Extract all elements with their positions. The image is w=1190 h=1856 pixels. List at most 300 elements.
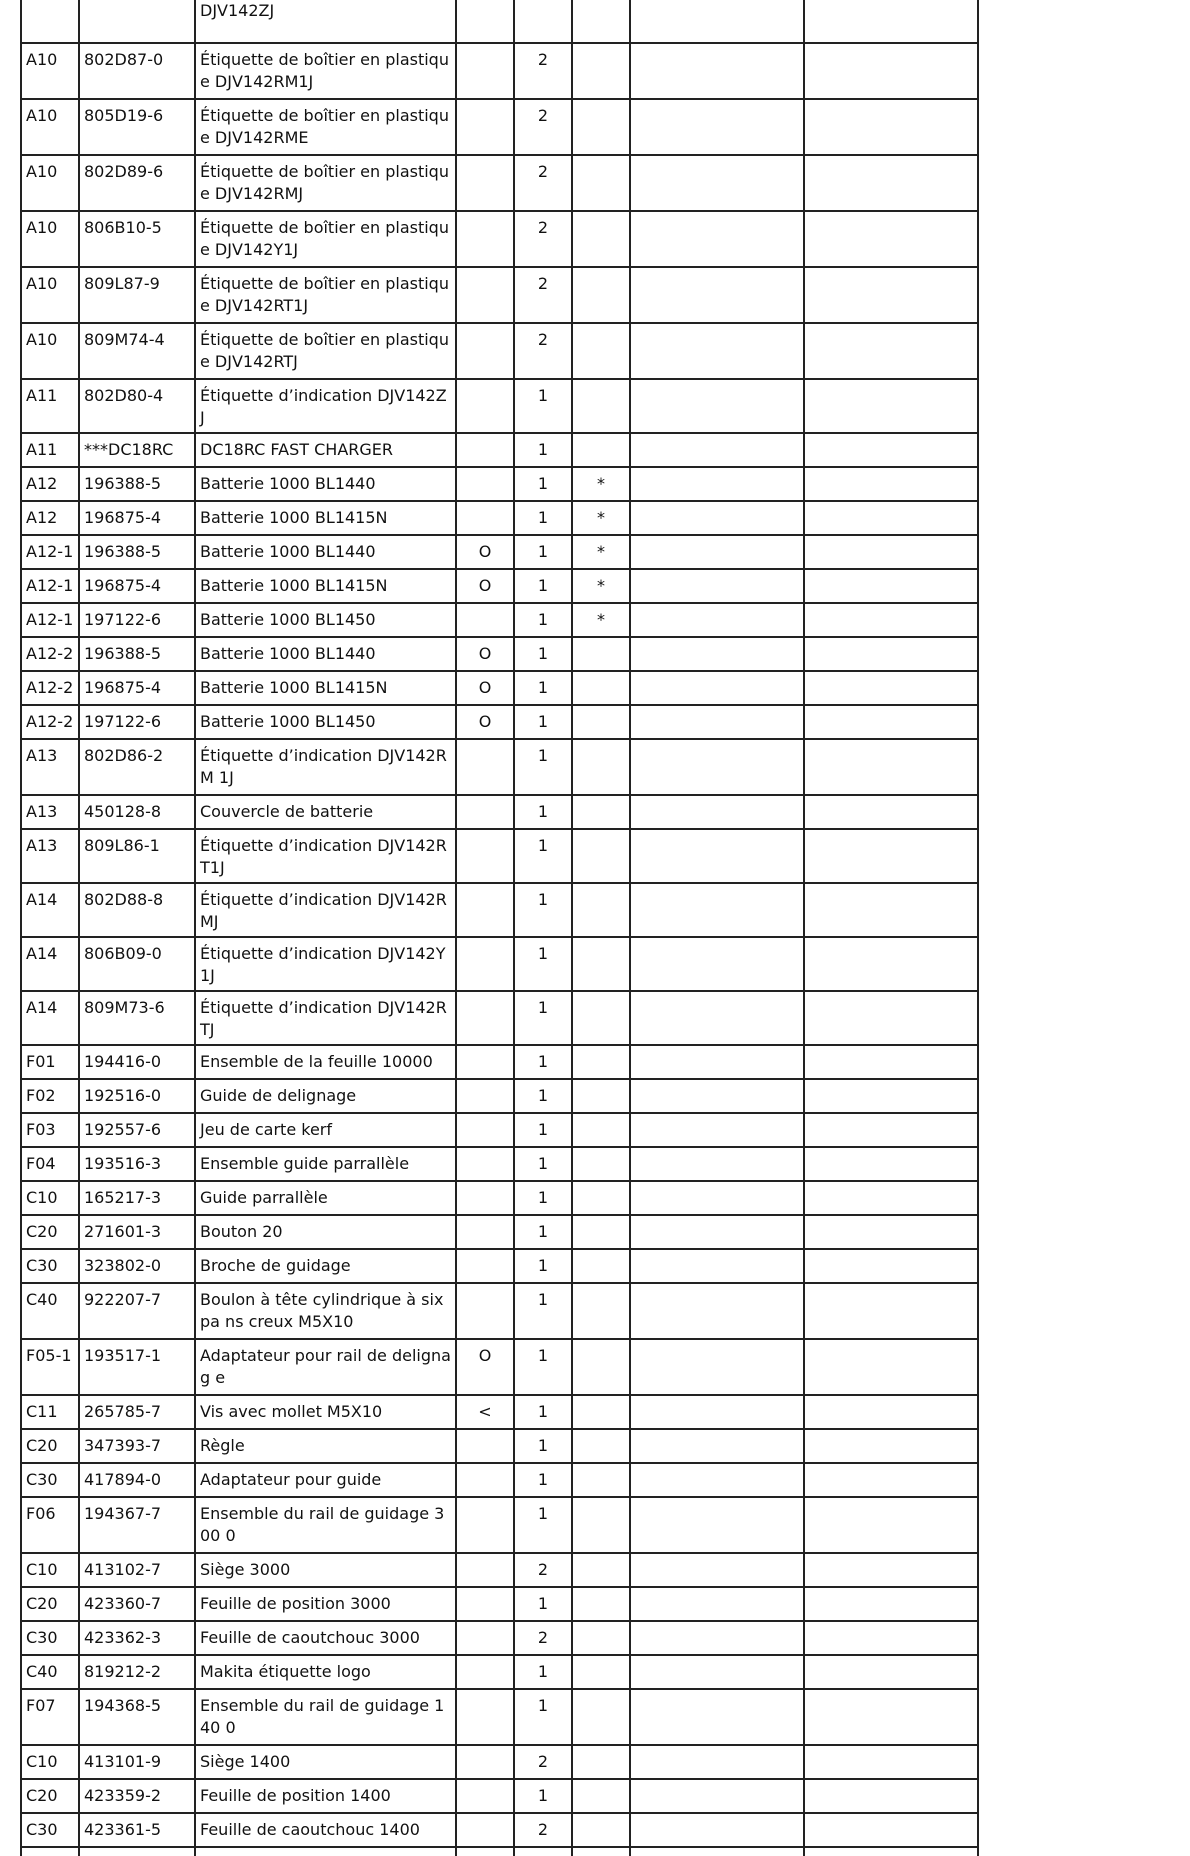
remark-cell [804,1553,978,1587]
note-cell [630,1181,804,1215]
option-cell [456,1689,514,1745]
quantity-cell: 1 [514,535,572,569]
item-number-cell: C30 [21,1249,79,1283]
flag-cell [572,1587,630,1621]
option-cell [456,739,514,795]
option-cell: < [456,1395,514,1429]
description-cell: Boulon à tête cylindrique à six pa ns creux M5X10 [195,1283,456,1339]
remark-cell [804,1147,978,1181]
part-number-cell: 192516-0 [79,1079,195,1113]
flag-cell [572,155,630,211]
note-cell [630,671,804,705]
part-number-cell: 196875-4 [79,569,195,603]
quantity-cell: 2 [514,43,572,99]
quantity-cell: 1 [514,1181,572,1215]
table-row [21,1847,978,1856]
item-number-cell: C40 [21,1283,79,1339]
option-cell: O [456,1339,514,1395]
part-number-cell: ***DC18RC [79,433,195,467]
item-number-cell: A12-2 [21,637,79,671]
flag-cell [572,1689,630,1745]
option-cell: O [456,705,514,739]
flag-cell [572,637,630,671]
note-cell [630,433,804,467]
description-cell: Étiquette d’indication DJV142RT1J [195,829,456,883]
quantity-cell: 1 [514,1249,572,1283]
quantity-cell: 2 [514,1553,572,1587]
flag-cell [572,1339,630,1395]
table-row [21,1655,978,1689]
remark-cell [804,0,978,43]
remark-cell [804,1215,978,1249]
remark-cell [804,467,978,501]
note-cell [630,1283,804,1339]
item-number-cell: A12-1 [21,569,79,603]
part-number-cell: 809M74-4 [79,323,195,379]
option-cell [456,1147,514,1181]
description-cell: Étiquette de boîtier en plastique DJV142RMJ [195,155,456,211]
flag-cell: * [572,501,630,535]
table-row [21,99,978,155]
option-cell [456,1283,514,1339]
quantity-cell [514,0,572,43]
flag-cell: * [572,467,630,501]
part-number-cell: 196875-4 [79,671,195,705]
description-cell: Batterie 1000 BL1415N [195,501,456,535]
option-cell [456,1655,514,1689]
part-number-cell: 347393-7 [79,1429,195,1463]
parts-table-body [21,0,978,1856]
quantity-cell: 1 [514,467,572,501]
item-number-cell: C20 [21,1429,79,1463]
table-row [21,1181,978,1215]
description-cell: Broche de guidage [195,1249,456,1283]
flag-cell [572,1847,630,1856]
description-cell [195,1847,456,1856]
item-number-cell: A14 [21,883,79,937]
note-cell [630,323,804,379]
option-cell [456,1497,514,1553]
description-cell: DC18RC FAST CHARGER [195,433,456,467]
remark-cell [804,637,978,671]
note-cell [630,637,804,671]
part-number-cell: 806B10-5 [79,211,195,267]
flag-cell [572,1463,630,1497]
quantity-cell: 1 [514,603,572,637]
remark-cell [804,883,978,937]
remark-cell [804,671,978,705]
option-cell [456,1249,514,1283]
note-cell [630,705,804,739]
description-cell: Batterie 1000 BL1440 [195,637,456,671]
option-cell [456,323,514,379]
item-number-cell: A12 [21,467,79,501]
option-cell [456,1463,514,1497]
part-number-cell: 265785-7 [79,1395,195,1429]
note-cell [630,1497,804,1553]
description-cell: Étiquette d’indication DJV142RM 1J [195,739,456,795]
table-row [21,1779,978,1813]
flag-cell [572,0,630,43]
table-row [21,795,978,829]
flag-cell [572,1181,630,1215]
remark-cell [804,1395,978,1429]
option-cell [456,267,514,323]
part-number-cell: 194416-0 [79,1045,195,1079]
quantity-cell: 2 [514,211,572,267]
flag-cell [572,705,630,739]
note-cell [630,1113,804,1147]
option-cell [456,1429,514,1463]
note-cell [630,883,804,937]
quantity-cell: 1 [514,1429,572,1463]
note-cell [630,1079,804,1113]
remark-cell [804,1045,978,1079]
option-cell [456,1215,514,1249]
flag-cell [572,937,630,991]
part-number-cell: 196388-5 [79,637,195,671]
description-cell: Ensemble du rail de guidage 300 0 [195,1497,456,1553]
option-cell [456,1587,514,1621]
description-cell: Ensemble de la feuille 10000 [195,1045,456,1079]
table-row [21,937,978,991]
part-number-cell: 197122-6 [79,705,195,739]
quantity-cell: 1 [514,1395,572,1429]
remark-cell [804,1181,978,1215]
part-number-cell: 271601-3 [79,1215,195,1249]
note-cell [630,1745,804,1779]
table-row [21,501,978,535]
part-number-cell: 413101-9 [79,1745,195,1779]
table-row [21,569,978,603]
option-cell [456,1079,514,1113]
description-cell: Étiquette de boîtier en plastique DJV142RTJ [195,323,456,379]
item-number-cell: C10 [21,1181,79,1215]
description-cell: Feuille de position 3000 [195,1587,456,1621]
item-number-cell [21,0,79,43]
option-cell [456,0,514,43]
remark-cell [804,1745,978,1779]
remark-cell [804,155,978,211]
flag-cell [572,671,630,705]
note-cell [630,1249,804,1283]
quantity-cell: 2 [514,1745,572,1779]
flag-cell [572,991,630,1045]
option-cell [456,379,514,433]
note-cell [630,379,804,433]
part-number-cell: 423361-5 [79,1813,195,1847]
table-row [21,43,978,99]
option-cell [456,433,514,467]
note-cell [630,1689,804,1745]
table-row [21,1395,978,1429]
note-cell [630,1463,804,1497]
remark-cell [804,1587,978,1621]
part-number-cell [79,1847,195,1856]
quantity-cell: 1 [514,1339,572,1395]
table-row [21,739,978,795]
remark-cell [804,433,978,467]
quantity-cell: 1 [514,991,572,1045]
quantity-cell: 2 [514,323,572,379]
item-number-cell: A13 [21,795,79,829]
remark-cell [804,1621,978,1655]
part-number-cell: 805D19-6 [79,99,195,155]
description-cell: Étiquette de boîtier en plastique DJV142Y1J [195,211,456,267]
quantity-cell: 1 [514,1655,572,1689]
table-row [21,991,978,1045]
part-number-cell: 196875-4 [79,501,195,535]
note-cell [630,1215,804,1249]
note-cell [630,1147,804,1181]
item-number-cell: A11 [21,433,79,467]
description-cell: Batterie 1000 BL1440 [195,535,456,569]
option-cell [456,937,514,991]
description-cell: Ensemble du rail de guidage 140 0 [195,1689,456,1745]
description-cell: Feuille de position 1400 [195,1779,456,1813]
table-row [21,603,978,637]
remark-cell [804,1429,978,1463]
item-number-cell: F01 [21,1045,79,1079]
option-cell [456,1745,514,1779]
flag-cell: * [572,603,630,637]
option-cell [456,1813,514,1847]
flag-cell [572,1215,630,1249]
part-number-cell: 165217-3 [79,1181,195,1215]
flag-cell [572,795,630,829]
item-number-cell: A10 [21,155,79,211]
flag-cell [572,267,630,323]
note-cell [630,1813,804,1847]
description-cell: Étiquette de boîtier en plastique DJV142RME [195,99,456,155]
item-number-cell: A13 [21,739,79,795]
part-number-cell: 809M73-6 [79,991,195,1045]
quantity-cell: 2 [514,267,572,323]
note-cell [630,99,804,155]
option-cell [456,43,514,99]
table-row [21,1079,978,1113]
remark-cell [804,569,978,603]
flag-cell [572,1283,630,1339]
description-cell: Batterie 1000 BL1450 [195,705,456,739]
note-cell [630,1847,804,1856]
table-row [21,323,978,379]
part-number-cell: 417894-0 [79,1463,195,1497]
table-row [21,1113,978,1147]
description-cell: Guide parrallèle [195,1181,456,1215]
part-number-cell: 922207-7 [79,1283,195,1339]
remark-cell [804,1847,978,1856]
option-cell [456,1181,514,1215]
item-number-cell: C30 [21,1813,79,1847]
quantity-cell [514,1847,572,1856]
option-cell [456,467,514,501]
quantity-cell: 1 [514,739,572,795]
remark-cell [804,211,978,267]
note-cell [630,1395,804,1429]
option-cell [456,155,514,211]
item-number-cell: C20 [21,1215,79,1249]
remark-cell [804,1079,978,1113]
note-cell [630,501,804,535]
part-number-cell: 323802-0 [79,1249,195,1283]
item-number-cell: C20 [21,1587,79,1621]
item-number-cell: A10 [21,43,79,99]
remark-cell [804,1813,978,1847]
description-cell: Jeu de carte kerf [195,1113,456,1147]
description-cell: Étiquette d’indication DJV142RMJ [195,883,456,937]
table-row [21,1147,978,1181]
table-row [21,535,978,569]
table-row [21,1621,978,1655]
table-row [21,211,978,267]
item-number-cell: C30 [21,1463,79,1497]
quantity-cell: 1 [514,1045,572,1079]
remark-cell [804,1463,978,1497]
option-cell [456,1113,514,1147]
note-cell [630,1587,804,1621]
note-cell [630,739,804,795]
flag-cell [572,211,630,267]
note-cell [630,467,804,501]
item-number-cell: F07 [21,1689,79,1745]
note-cell [630,1045,804,1079]
part-number-cell: 413102-7 [79,1553,195,1587]
parts-table [20,0,979,1856]
item-number-cell: C10 [21,1553,79,1587]
remark-cell [804,1113,978,1147]
part-number-cell: 802D89-6 [79,155,195,211]
remark-cell [804,937,978,991]
flag-cell [572,1395,630,1429]
description-cell: Batterie 1000 BL1440 [195,467,456,501]
option-cell [456,1847,514,1856]
description-cell: Feuille de caoutchouc 1400 [195,1813,456,1847]
remark-cell [804,705,978,739]
description-cell: Adaptateur pour rail de delignag e [195,1339,456,1395]
quantity-cell: 1 [514,829,572,883]
flag-cell [572,1745,630,1779]
option-cell: O [456,535,514,569]
remark-cell [804,739,978,795]
part-number-cell: 450128-8 [79,795,195,829]
description-cell: Batterie 1000 BL1415N [195,671,456,705]
table-row [21,1283,978,1339]
table-row [21,1215,978,1249]
remark-cell [804,1249,978,1283]
remark-cell [804,267,978,323]
part-number-cell: 193517-1 [79,1339,195,1395]
option-cell [456,211,514,267]
table-row [21,829,978,883]
item-number-cell: A12-1 [21,535,79,569]
table-row [21,155,978,211]
item-number-cell: C20 [21,1779,79,1813]
remark-cell [804,829,978,883]
part-number-cell: 423362-3 [79,1621,195,1655]
part-number-cell: 193516-3 [79,1147,195,1181]
table-row [21,637,978,671]
item-number-cell: A10 [21,211,79,267]
description-cell: Étiquette de boîtier en plastique DJV142RM1J [195,43,456,99]
quantity-cell: 2 [514,99,572,155]
quantity-cell: 2 [514,1621,572,1655]
quantity-cell: 1 [514,883,572,937]
quantity-cell: 1 [514,671,572,705]
part-number-cell: 802D88-8 [79,883,195,937]
table-row [21,267,978,323]
option-cell [456,1621,514,1655]
item-number-cell: C10 [21,1745,79,1779]
remark-cell [804,1339,978,1395]
flag-cell [572,1079,630,1113]
note-cell [630,1621,804,1655]
quantity-cell: 1 [514,1283,572,1339]
part-number-cell: 197122-6 [79,603,195,637]
item-number-cell: F03 [21,1113,79,1147]
description-cell: Makita étiquette logo [195,1655,456,1689]
option-cell [456,883,514,937]
item-number-cell: A12-2 [21,705,79,739]
table-row [21,433,978,467]
quantity-cell: 1 [514,795,572,829]
option-cell: O [456,671,514,705]
table-row [21,1497,978,1553]
description-cell: Étiquette d’indication DJV142Y1J [195,937,456,991]
remark-cell [804,1497,978,1553]
remark-cell [804,795,978,829]
quantity-cell: 1 [514,1779,572,1813]
item-number-cell: F02 [21,1079,79,1113]
part-number-cell: 194368-5 [79,1689,195,1745]
item-number-cell: A12 [21,501,79,535]
option-cell [456,99,514,155]
quantity-cell: 2 [514,1813,572,1847]
part-number-cell: 196388-5 [79,535,195,569]
item-number-cell [21,1847,79,1856]
note-cell [630,1655,804,1689]
remark-cell [804,501,978,535]
quantity-cell: 2 [514,155,572,211]
option-cell [456,1779,514,1813]
note-cell [630,267,804,323]
item-number-cell: A11 [21,379,79,433]
item-number-cell: A12-2 [21,671,79,705]
part-number-cell: 802D86-2 [79,739,195,795]
note-cell [630,155,804,211]
option-cell [456,1553,514,1587]
flag-cell [572,1621,630,1655]
flag-cell [572,323,630,379]
remark-cell [804,991,978,1045]
part-number-cell [79,0,195,43]
note-cell [630,1553,804,1587]
quantity-cell: 1 [514,501,572,535]
option-cell [456,829,514,883]
table-row [21,1045,978,1079]
option-cell [456,501,514,535]
quantity-cell: 1 [514,433,572,467]
quantity-cell: 1 [514,1113,572,1147]
remark-cell [804,603,978,637]
flag-cell [572,433,630,467]
item-number-cell: A10 [21,99,79,155]
quantity-cell: 1 [514,1215,572,1249]
description-cell: Batterie 1000 BL1450 [195,603,456,637]
flag-cell [572,1113,630,1147]
option-cell [456,1045,514,1079]
table-row [21,1463,978,1497]
